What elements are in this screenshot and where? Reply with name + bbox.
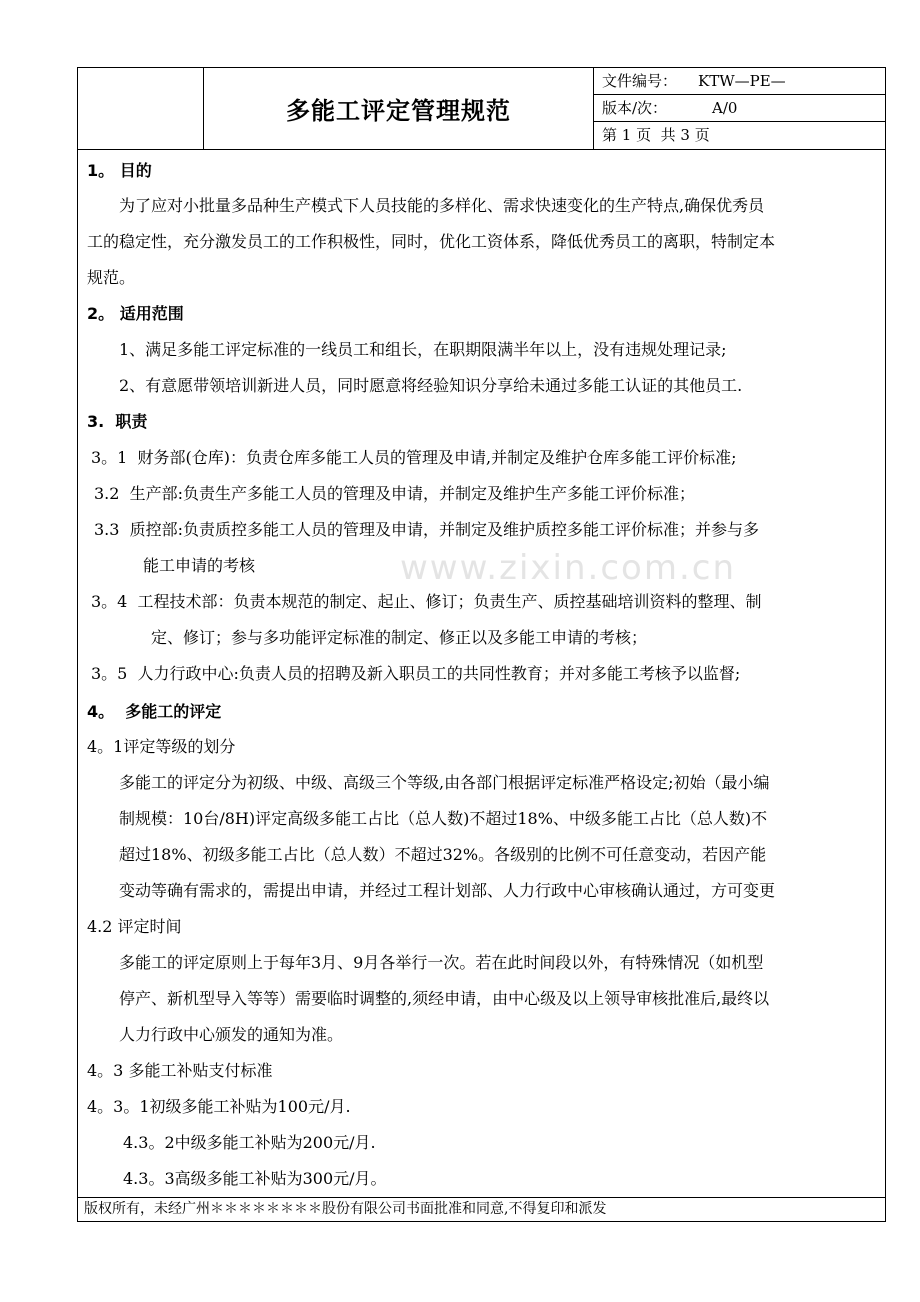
list-item: 4。3。1初级多能工补贴为100元/月.: [87, 1097, 351, 1116]
section-4-heading: 4。 多能工的评定: [87, 702, 222, 721]
doc-number-value: KTW—PE—: [698, 72, 786, 90]
section-2-heading: 2。 适用范围: [87, 304, 184, 323]
paragraph-line: 制规模：10台/8H)评定高级多能工占比（总人数)不超过18%、中级多能工占比（总人数)不: [119, 809, 768, 828]
list-item: 3.2 生产部:负责生产多能工人员的管理及申请，并制定及维护生产多能工评价标准；: [94, 484, 696, 503]
document-header: [78, 68, 885, 150]
watermark: www.zixin.com.cn: [400, 548, 736, 588]
paragraph-line: 多能工的评定原则上于每年3月、9月各举行一次。若在此时间段以外，有特殊情况（如机型: [119, 953, 764, 972]
paragraph-line: 超过18%、初级多能工占比（总人数）不超过32%。各级别的比例不可任意变动，若因产能: [119, 845, 767, 864]
paragraph-line: 变动等确有需求的，需提出申请，并经过工程计划部、人力行政中心审核确认通过，方可变更: [119, 881, 776, 900]
list-item: 3。4 工程技术部：负责本规范的制定、起止、修订；负责生产、质控基础培训资料的整理、制: [91, 592, 762, 611]
doc-number-label: 文件编号：: [602, 72, 678, 90]
list-item: 2、有意愿带领培训新进人员，同时愿意将经验知识分享给未通过多能工认证的其他员工.: [119, 376, 743, 395]
list-item: 4.3。3高级多能工补贴为300元/月。: [123, 1169, 387, 1188]
subsection-heading: 4。3 多能工补贴支付标准: [87, 1061, 273, 1080]
list-item: 3.3 质控部:负责质控多能工人员的管理及申请，并制定及维护质控多能工评价标准；并参与多: [94, 520, 760, 539]
document-title: 多能工评定管理规范: [286, 97, 511, 125]
version-row: [594, 95, 885, 122]
doc-number-row: [594, 68, 885, 95]
list-item: 3。5 人力行政中心:负责人员的招聘及新入职员工的共同性教育；并对多能工考核予以监督;: [91, 664, 741, 683]
page-info: 第 1 页 共 3 页: [602, 126, 710, 144]
list-item-continuation: 能工申请的考核: [143, 556, 256, 575]
section-3-heading: 3. 职责: [87, 412, 148, 431]
subsection-heading: 4.2 评定时间: [87, 917, 182, 936]
version-value: A/0: [712, 99, 738, 117]
section-1-heading: 1。 目的: [87, 161, 152, 180]
meta-cell: [594, 68, 885, 149]
list-item-continuation: 定、修订；参与多功能评定标准的制定、修正以及多能工申请的考核；: [151, 628, 648, 647]
title-cell: [204, 68, 594, 149]
version-label: 版本/次：: [602, 99, 668, 117]
paragraph-line: 规范。: [87, 268, 136, 287]
document-frame: [77, 67, 886, 1222]
paragraph-line: 人力行政中心颁发的通知为准。: [119, 1025, 344, 1044]
paragraph-line: 停产、新机型导入等等）需要临时调整的,须经申请，由中心级及以上领导审核批准后,最终以: [119, 989, 770, 1008]
copyright-footer: 版权所有，未经广州＊＊＊＊＊＊＊＊股份有限公司书面批准和同意,不得复印和派发: [78, 1197, 885, 1221]
paragraph-line: 工的稳定性，充分激发员工的工作积极性，同时，优化工资体系，降低优秀员工的离职，特制定本: [87, 232, 776, 251]
paragraph-line: 多能工的评定分为初级、中级、高级三个等级,由各部门根据评定标准严格设定;初始（最小编: [119, 773, 770, 792]
paragraph-line: 为了应对小批量多品种生产模式下人员技能的多样化、需求快速变化的生产特点,确保优秀员: [119, 196, 765, 215]
page-info-row: [594, 122, 885, 149]
list-item: 4.3。2中级多能工补贴为200元/月.: [123, 1133, 376, 1152]
logo-cell: [78, 68, 204, 149]
subsection-heading: 4。1评定等级的划分: [87, 737, 236, 756]
list-item: 1、满足多能工评定标准的一线员工和组长，在职期限满半年以上，没有违规处理记录;: [119, 340, 727, 359]
list-item: 3。1 财务部(仓库)：负责仓库多能工人员的管理及申请,并制定及维护仓库多能工评价标准;: [91, 448, 737, 467]
